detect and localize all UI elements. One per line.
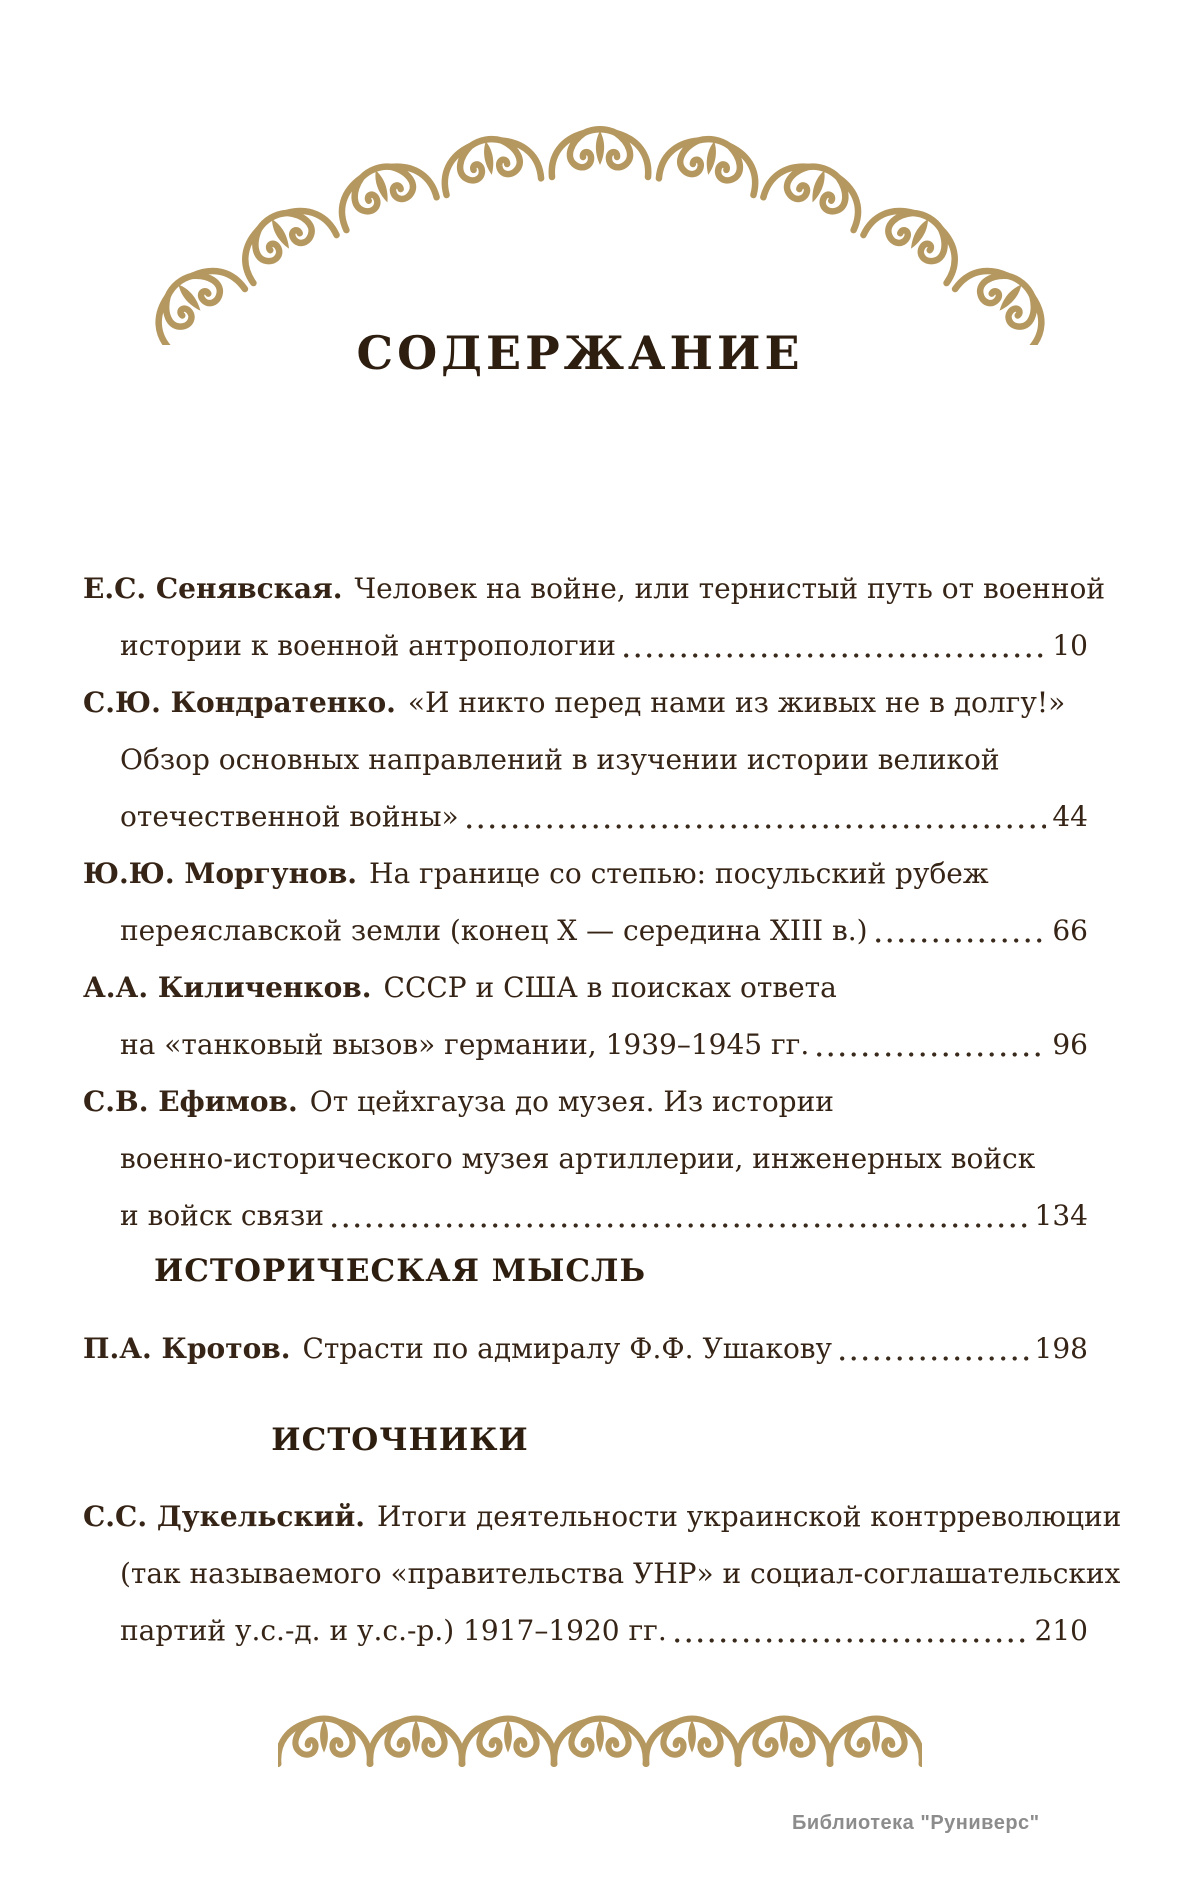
toc-section-main: [83, 560, 1106, 1244]
toc-entry: [83, 674, 1088, 845]
toc-line-text: (так называемого «правительства УНР» и социал-соглашательских: [120, 1557, 1121, 1591]
toc-entry-author: Е.С. Сенявская.: [83, 572, 343, 605]
toc-line: [83, 1488, 1122, 1545]
top-arc-ornament: [140, 125, 1060, 345]
toc-page-number: 44: [1052, 800, 1088, 833]
toc-line: [83, 902, 1088, 959]
toc-line-text: От цейхгауза до музея. Из истории: [309, 1085, 834, 1118]
toc-line: [83, 1545, 1121, 1602]
dot-leader: [876, 938, 1047, 943]
dot-leader: [624, 653, 1046, 658]
toc-line: [83, 959, 1088, 1016]
toc-entry-author: С.В. Ефимов.: [83, 1085, 298, 1118]
toc-line: [83, 1130, 1088, 1187]
toc-section-istochniki: [83, 1417, 1122, 1660]
toc-line: [83, 731, 1088, 788]
section-heading: ИСТОЧНИКИ: [271, 1421, 529, 1458]
toc-page-number: 96: [1052, 1028, 1088, 1061]
toc-line: [83, 1602, 1088, 1659]
toc-line-text: Человек на войне, или тернистый путь от военной: [354, 572, 1106, 605]
toc-line-text: военно-исторического музея артиллерии, инженерных войск: [120, 1142, 1036, 1175]
toc-line: [83, 845, 1088, 902]
toc-line: [83, 1016, 1088, 1073]
toc-entry: [83, 1488, 1122, 1659]
toc-line: [83, 617, 1088, 674]
bottom-band-ornament: [278, 1712, 922, 1776]
toc-line: [83, 1320, 1088, 1377]
dot-leader: [467, 824, 1047, 829]
toc-entry-author: Ю.Ю. Моргунов.: [83, 857, 358, 890]
toc-line-text: отечественной войны»: [120, 800, 459, 833]
toc-line: [83, 1073, 1088, 1130]
toc-entry: [83, 1320, 1088, 1377]
toc-line-text: на «танковый вызов» германии, 1939–1945 гг.: [120, 1028, 810, 1061]
dot-leader: [332, 1223, 1029, 1228]
toc-section-istoricheskaya-mysl: [83, 1248, 1088, 1377]
toc-entry-author: П.А. Кротов.: [83, 1331, 291, 1365]
toc-line-text: «И никто перед нами из живых не в долгу!»: [407, 686, 1066, 719]
toc-line-text: Итоги деятельности украинской контрреволюции: [376, 1500, 1122, 1534]
section-heading: ИСТОРИЧЕСКАЯ МЫСЛЬ: [153, 1253, 647, 1289]
toc-line-text: истории к военной антропологии: [120, 629, 616, 662]
toc-line: [83, 1187, 1088, 1244]
dot-leader: [817, 1052, 1046, 1057]
toc-entry: [83, 845, 1088, 959]
toc-line: [83, 560, 1106, 617]
toc-line-text: На границе со степью: посульский рубеж: [369, 857, 989, 890]
page-title: СОДЕРЖАНИЕ: [356, 325, 804, 380]
toc-entry: [83, 560, 1106, 674]
toc-page-number: 10: [1052, 629, 1088, 662]
toc-line: [83, 674, 1088, 731]
dot-leader: [675, 1638, 1029, 1643]
toc-page-number: 210: [1034, 1614, 1088, 1648]
toc-line-text: партий у.с.-д. и у.с.-р.) 1917–1920 гг.: [120, 1614, 667, 1648]
toc-page-number: 66: [1052, 914, 1088, 947]
toc-entry-author: С.Ю. Кондратенко.: [83, 686, 396, 719]
toc-line-text: и войск связи: [120, 1199, 324, 1232]
toc-line-text: Обзор основных направлений в изучении истории великой: [120, 743, 1000, 776]
toc-page-number: 198: [1034, 1331, 1088, 1365]
dot-leader: [840, 1356, 1029, 1361]
toc-line-text: СССР и США в поисках ответа: [383, 971, 837, 1004]
toc-line-text: Страсти по адмиралу Ф.Ф. Ушакову: [302, 1331, 833, 1365]
toc-line: [83, 788, 1088, 845]
toc-entry: [83, 959, 1088, 1073]
table-of-contents: [83, 560, 1122, 1659]
toc-entry: [83, 1073, 1088, 1244]
toc-entry-author: С.С. Дукельский.: [83, 1500, 365, 1534]
toc-line-text: переяславской земли (конец X — середина XIII в.): [120, 914, 868, 947]
library-watermark: Библиотека "Руниверс": [792, 1812, 1040, 1834]
toc-page-number: 134: [1034, 1199, 1088, 1232]
toc-entry-author: А.А. Киличенков.: [83, 971, 372, 1004]
